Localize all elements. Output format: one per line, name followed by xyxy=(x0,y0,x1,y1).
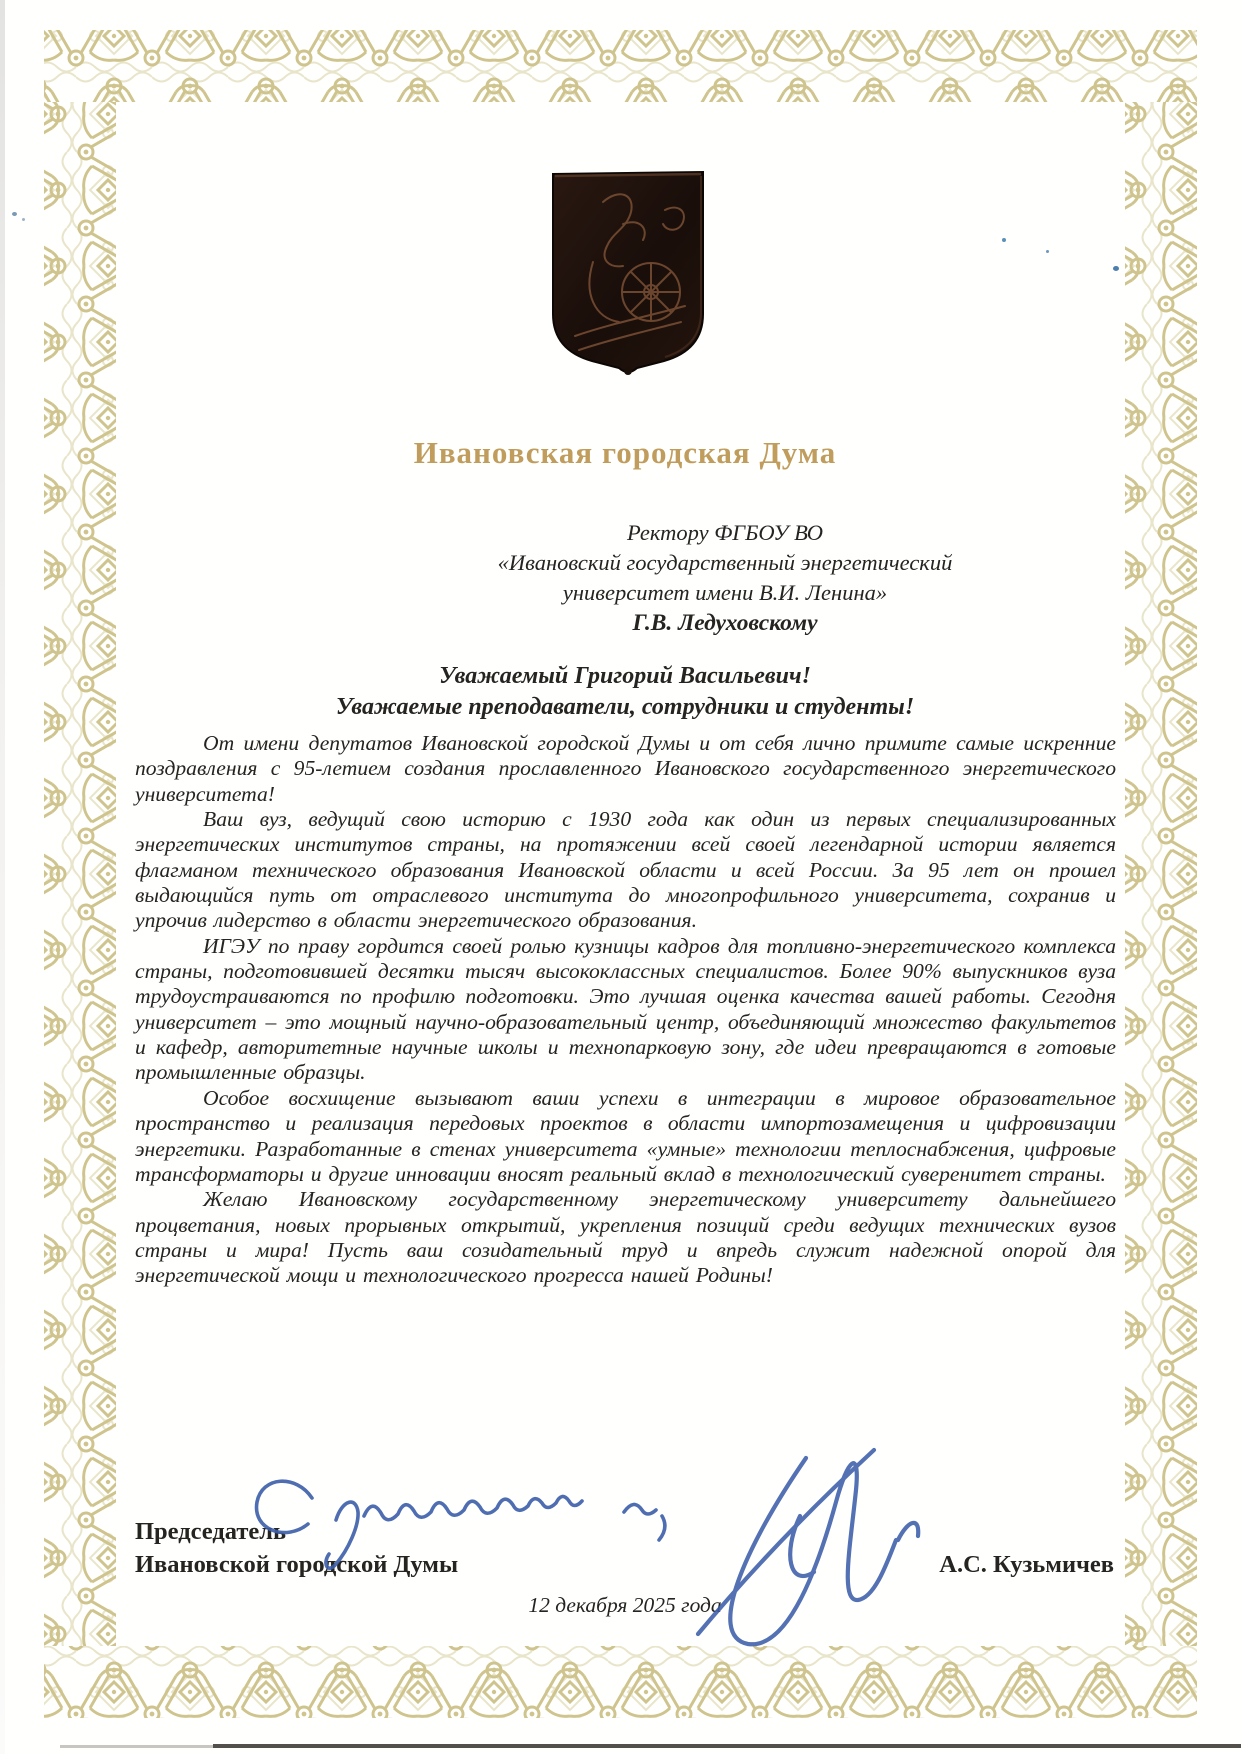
signer-position-line: Председатель xyxy=(135,1518,286,1545)
addressee-line: Ректору ФГБОУ ВО xyxy=(626,520,824,545)
body-paragraph: От имени депутатов Ивановской городской Думы и от себя лично примите самые искренние поздравления с 95-летием создания прославленного Ивановского государственного энергетического университета! xyxy=(135,731,1116,806)
ink-speck xyxy=(22,218,25,221)
ink-speck xyxy=(1002,238,1006,242)
signer-position-line: Ивановской городской Думы xyxy=(135,1551,459,1578)
letter-date: 12 декабря 2025 года xyxy=(528,1593,722,1617)
addressee-block xyxy=(440,518,1010,638)
body-paragraph: ИГЭУ по праву гордится своей ролью кузницы кадров для топливно-энергетического комплекса страны, подготовившей десятки тысяч высококлассных специалистов. Более 90% выпускников вуза трудоустраиваются по профилю подготовки. Это лучшая оценка качества вашей работы. Сегодня университет – это мощный научно-образовательный центр, объединяющий множество факультетов и кафедр, авторитетные научные школы и технопарковую зону, где идеи превращаются в готовые промышленные образцы. xyxy=(135,933,1116,1085)
addressee-line: «Ивановский государственный энергетический xyxy=(497,550,953,575)
addressee-name: Г.В. Ледуховскому xyxy=(632,610,818,636)
salutation-line: Уважаемые преподаватели, сотрудники и студенты! xyxy=(335,693,915,720)
addressee-line: университет имени В.И. Ленина» xyxy=(562,580,888,605)
letter-body xyxy=(135,731,1116,1289)
signer-position xyxy=(135,1515,458,1581)
ink-speck xyxy=(1046,250,1049,253)
org-title: Ивановская городская Дума xyxy=(413,435,837,470)
scan-edge-artifact xyxy=(0,0,5,1754)
salutation-line: Уважаемый Григорий Васильевич! xyxy=(439,663,811,689)
signature-block xyxy=(135,1515,1116,1581)
ink-speck xyxy=(1113,266,1119,271)
ink-speck xyxy=(12,212,17,216)
scan-edge-artifact xyxy=(213,1744,1241,1748)
body-paragraph: Желаю Ивановскому государственному энергетическому университету дальнейшего процветания, новых прорывных открытий, укрепления позиций среди ведущих технических вузов страны и мира! Пусть ваш созидательный труд и впредь служит надежной опорой для энергетической мощи и технологического прогресса нашей Родины! xyxy=(135,1187,1116,1288)
scan-edge-artifact xyxy=(60,1745,213,1748)
body-paragraph: Особое восхищение вызывают ваши успехи в интеграции в мировое образовательное пространство и реализация передовых проектов в области импортозамещения и цифровизации энергетики. Разработанные в стенах университета «умные» технологии теплоснабжения, цифровые трансформаторы и другие инновации вносят реальный вклад в технологический суверенитет страны. xyxy=(135,1085,1116,1186)
signer-name: А.С. Кузьмичев xyxy=(939,1551,1114,1578)
salutation xyxy=(135,661,1115,722)
body-paragraph: Ваш вуз, ведущий свою историю с 1930 года как один из первых специализированных энергетических институтов страны, на протяжении всей своей легендарной истории является флагманом технического образования Ивановской области и всей России. За 95 лет он прошел выдающийся путь от отраслевого института до многопрофильного университета, сохранив и упрочив лидерство в области энергетического образования. xyxy=(135,807,1116,933)
ivanovo-coat-of-arms-icon xyxy=(545,166,711,376)
